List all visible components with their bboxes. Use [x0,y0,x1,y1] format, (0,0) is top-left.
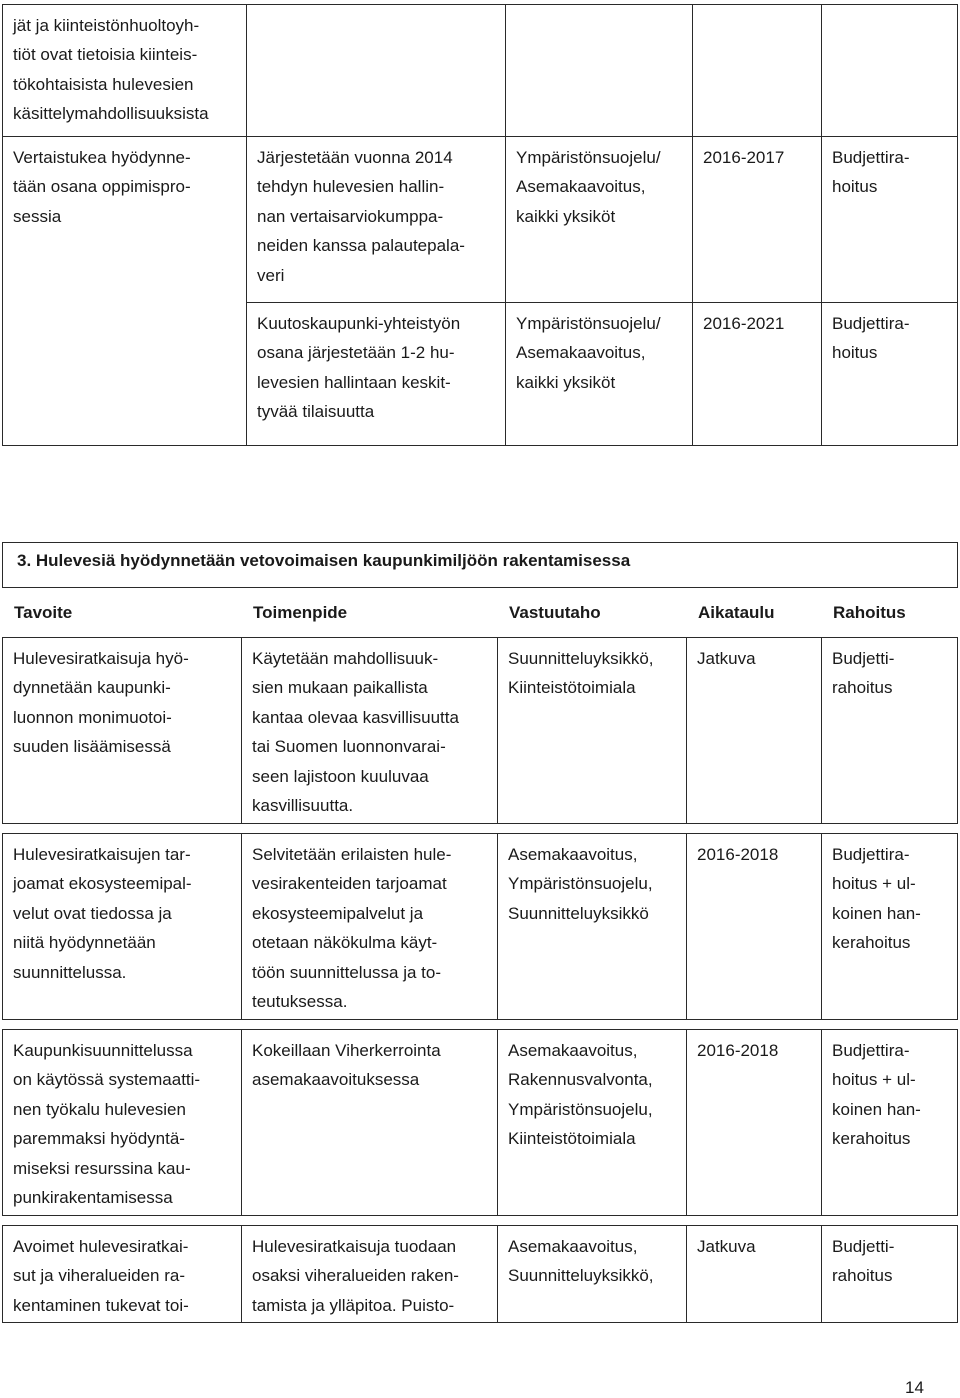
cell-text: Asemakaavoitus, Ympäristönsuojelu, Suunnitteluyksikkö [508,845,653,923]
column-header-toimenpide [241,592,498,632]
table-cell [2,136,247,446]
cell-text: 2016-2018 [697,1041,779,1060]
table-cell [692,302,822,446]
table-cell [241,1029,498,1216]
table-cell [497,1029,687,1216]
cell-text: Hulevesiratkaisujen tar- joamat ekosysteemipal- velut ovat tiedossa ja niitä hyödynnetään suunnittelussa. [13,845,192,982]
table-cell [821,637,958,824]
column-header-aikataulu [686,592,822,632]
cell-text: Asemakaavoitus, Suunnitteluyksikkö, [508,1237,654,1286]
table-cell [2,637,242,824]
cell-text: Budjetti- rahoitus [832,649,895,698]
cell-text: Hulevesiratkaisuja tuodaan osaksi viheralueiden raken- tamista ja ylläpitoa. Puisto- [252,1237,459,1315]
cell-text: Ympäristönsuojelu/ Asemakaavoitus, kaikki yksiköt [516,314,661,392]
table-cell [821,833,958,1020]
table-cell [686,1225,822,1323]
cell-text: Hulevesiratkaisuja hyö- dynnetään kaupunki- luonnon monimuotoi- suuden lisäämisessä [13,649,189,757]
column-header-tavoite [2,592,242,632]
section-title [2,542,958,588]
header-text: Aikataulu [698,603,775,622]
cell-text: Järjestetään vuonna 2014 tehdyn hulevesien hallin- nan vertaisarviokumppa- neiden kanssa palautepala- veri [257,148,465,285]
cell-text: Kaupunkisuunnittelussa on käytössä systemaatti- nen työkalu hulevesien paremmaksi hyödyntä- miseksi resurssina kau- punkirakentamisessa [13,1041,201,1208]
table-cell [505,136,693,303]
table-cell [821,1029,958,1216]
table-cell [246,302,506,446]
cell-text: Ympäristönsuojelu/ Asemakaavoitus, kaikki yksiköt [516,148,661,226]
column-header-vastuutaho [497,592,687,632]
table-cell [241,833,498,1020]
cell-text: Kuutoskaupunki-yhteistyön osana järjestetään 1-2 hu- levesien hallintaan keskit- tyvää tilaisuutta [257,314,461,422]
cell-text: Avoimet hulevesiratkai- sut ja viheralueiden ra- kentaminen tukevat toi- [13,1237,189,1315]
table-cell [686,637,822,824]
table-cell [2,833,242,1020]
cell-text: 2016-2017 [703,148,785,167]
table-cell [505,4,693,137]
table-cell [505,302,693,446]
table-cell [821,1225,958,1323]
cell-text: 2016-2018 [697,845,779,864]
table-cell [686,833,822,1020]
header-text: Toimenpide [253,603,348,622]
table-cell [821,136,958,303]
table-cell [692,136,822,303]
cell-text: 2016-2021 [703,314,785,333]
table-cell [246,4,506,137]
section-title-text: 3. Hulevesiä hyödynnetään vetovoimaisen kaupunkimiljöön rakentamisessa [17,551,631,570]
page-number: 14 [905,1378,924,1397]
header-text: Tavoite [14,603,73,622]
cell-text: Budjetti- rahoitus [832,1237,895,1286]
table-cell [821,4,958,137]
header-text: Rahoitus [833,603,906,622]
header-text: Vastuutaho [509,603,601,622]
table-cell [241,637,498,824]
table-cell [241,1225,498,1323]
table-cell [2,1225,242,1323]
table-cell [246,136,506,303]
cell-text: Budjettira- hoitus + ul- koinen han- kerahoitus [832,1041,921,1149]
table-cell [2,1029,242,1216]
table-cell [2,4,247,137]
cell-text: Jatkuva [697,1237,756,1256]
cell-text: Kokeillaan Viherkerrointa asemakaavoituksessa [252,1041,441,1090]
table-cell [497,637,687,824]
cell-text: Vertaistukea hyödynne- tään osana oppimispro- sessia [13,148,191,226]
cell-text: Käytetään mahdollisuuk- sien mukaan paikallista kantaa olevaa kasvillisuutta tai Suomen luonnonvarai- seen lajistoon kuuluvaa kasvillisuutta. [252,649,459,816]
table-cell [686,1029,822,1216]
table-cell [692,4,822,137]
cell-text: Budjettira- hoitus [832,314,910,363]
cell-text: Budjettira- hoitus + ul- koinen han- kerahoitus [832,845,921,953]
cell-text: jät ja kiinteistönhuoltoyh- tiöt ovat tietoisia kiinteis- tökohtaisista hulevesien käsittelymahdollisuuksista [13,16,209,124]
column-header-rahoitus [821,592,958,632]
table-cell [497,1225,687,1323]
cell-text: Suunnitteluyksikkö, Kiinteistötoimiala [508,649,654,698]
table-cell [821,302,958,446]
table-cell [497,833,687,1020]
cell-text: Selvitetään erilaisten hule- vesirakenteiden tarjoamat ekosysteemipalvelut ja otetaan näkökulma käyt- töön suunnittelussa ja to- teutuksessa. [252,845,452,1012]
cell-text: Jatkuva [697,649,756,668]
cell-text: Budjettira- hoitus [832,148,910,197]
cell-text: Asemakaavoitus, Rakennusvalvonta, Ympäristönsuojelu, Kiinteistötoimiala [508,1041,653,1149]
